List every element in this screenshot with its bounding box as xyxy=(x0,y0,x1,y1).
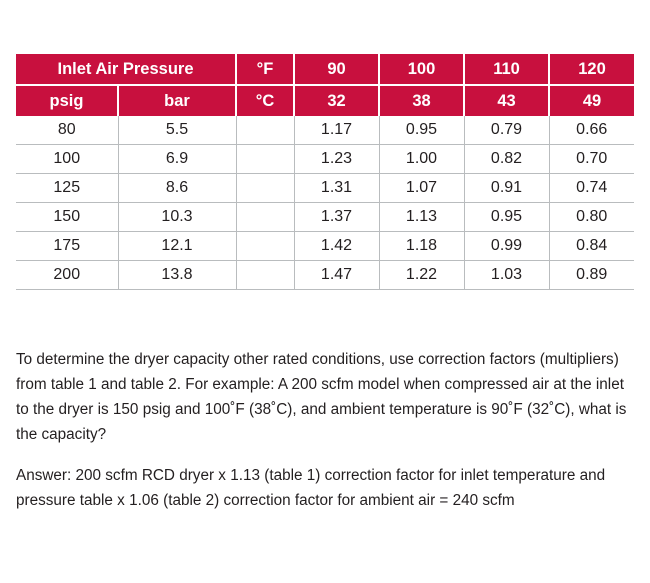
table-header-row-fahrenheit xyxy=(16,54,634,85)
cell-factor-110f: 0.95 xyxy=(464,203,549,232)
cell-bar: 8.6 xyxy=(118,174,236,203)
cell-psig: 175 xyxy=(16,232,118,261)
cell-factor-90f: 1.42 xyxy=(294,232,379,261)
cell-factor-120f: 0.84 xyxy=(549,232,634,261)
cell-factor-100f: 1.22 xyxy=(379,261,464,290)
header-temp-c-32: 32 xyxy=(294,85,379,116)
cell-factor-120f: 0.70 xyxy=(549,145,634,174)
cell-factor-110f: 0.82 xyxy=(464,145,549,174)
cell-bar: 5.5 xyxy=(118,116,236,145)
cell-unit xyxy=(236,145,294,174)
cell-factor-110f: 0.99 xyxy=(464,232,549,261)
table-row xyxy=(16,203,634,232)
header-temp-f-90: 90 xyxy=(294,54,379,85)
cell-factor-90f: 1.23 xyxy=(294,145,379,174)
cell-psig: 80 xyxy=(16,116,118,145)
table-row xyxy=(16,145,634,174)
cell-unit xyxy=(236,232,294,261)
cell-factor-120f: 0.66 xyxy=(549,116,634,145)
header-temp-c-38: 38 xyxy=(379,85,464,116)
cell-factor-110f: 0.91 xyxy=(464,174,549,203)
header-unit-celsius: °C xyxy=(236,85,294,116)
table-row xyxy=(16,116,634,145)
cell-bar: 12.1 xyxy=(118,232,236,261)
header-temp-f-120: 120 xyxy=(549,54,634,85)
cell-factor-90f: 1.47 xyxy=(294,261,379,290)
cell-psig: 125 xyxy=(16,174,118,203)
cell-unit xyxy=(236,261,294,290)
header-inlet-air-pressure: Inlet Air Pressure xyxy=(16,54,236,85)
correction-factor-table xyxy=(16,54,634,290)
correction-factor-table-wrapper xyxy=(16,54,634,290)
cell-factor-100f: 0.95 xyxy=(379,116,464,145)
header-unit-fahrenheit: °F xyxy=(236,54,294,85)
table-row xyxy=(16,261,634,290)
cell-factor-100f: 1.00 xyxy=(379,145,464,174)
cell-factor-90f: 1.31 xyxy=(294,174,379,203)
table-row xyxy=(16,232,634,261)
header-temp-c-43: 43 xyxy=(464,85,549,116)
header-psig: psig xyxy=(16,85,118,116)
table-row xyxy=(16,174,634,203)
cell-factor-110f: 0.79 xyxy=(464,116,549,145)
cell-factor-100f: 1.07 xyxy=(379,174,464,203)
answer-paragraph: Answer: 200 scfm RCD dryer x 1.13 (table 1) correction factor for inlet temperature and pressure table x 1.06 (table 2) correction factor for ambient air = 240 scfm xyxy=(16,467,606,510)
header-temp-f-100: 100 xyxy=(379,54,464,85)
cell-factor-90f: 1.17 xyxy=(294,116,379,145)
cell-bar: 13.8 xyxy=(118,261,236,290)
cell-unit xyxy=(236,174,294,203)
header-temp-c-49: 49 xyxy=(549,85,634,116)
cell-unit xyxy=(236,203,294,232)
header-bar: bar xyxy=(118,85,236,116)
header-temp-f-110: 110 xyxy=(464,54,549,85)
explanation-paragraph: To determine the dryer capacity other rated conditions, use correction factors (multipliers) from table 1 and table 2. For example: A 200 scfm model when compressed air at the inlet to the dryer is 150 psig and 100˚F (38˚C), and ambient temperature is 90˚F (32˚C), what is the capacity? xyxy=(16,351,627,444)
cell-psig: 100 xyxy=(16,145,118,174)
cell-unit xyxy=(236,116,294,145)
cell-bar: 6.9 xyxy=(118,145,236,174)
cell-factor-120f: 0.80 xyxy=(549,203,634,232)
cell-factor-90f: 1.37 xyxy=(294,203,379,232)
cell-psig: 200 xyxy=(16,261,118,290)
cell-psig: 150 xyxy=(16,203,118,232)
cell-factor-110f: 1.03 xyxy=(464,261,549,290)
cell-factor-100f: 1.13 xyxy=(379,203,464,232)
cell-factor-100f: 1.18 xyxy=(379,232,464,261)
cell-bar: 10.3 xyxy=(118,203,236,232)
table-header-row-celsius xyxy=(16,85,634,116)
cell-factor-120f: 0.74 xyxy=(549,174,634,203)
cell-factor-120f: 0.89 xyxy=(549,261,634,290)
